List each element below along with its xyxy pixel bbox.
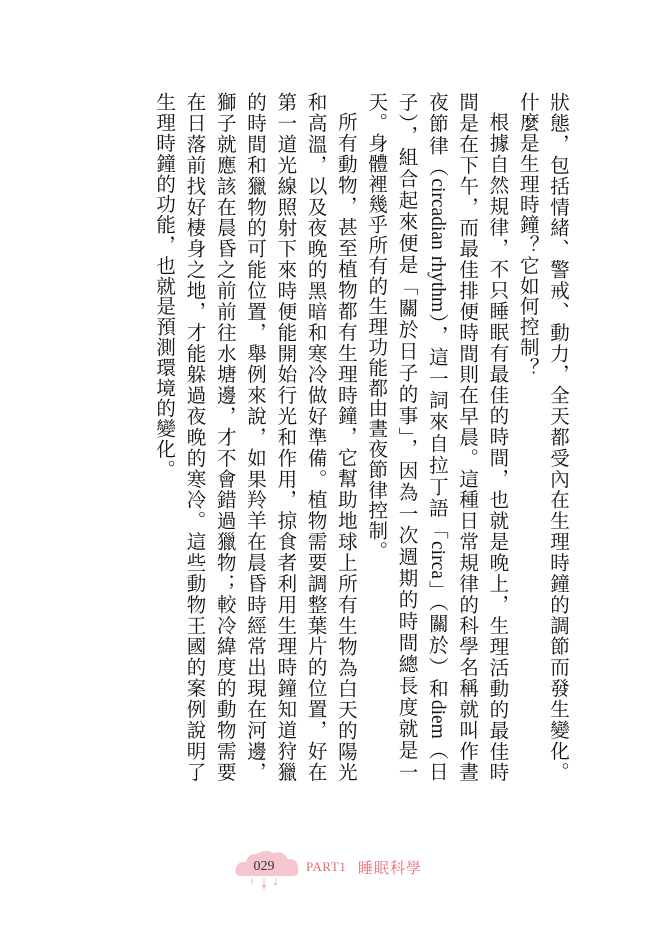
text-run: ），這一詞來自拉丁語「 bbox=[425, 312, 449, 541]
part-label: PART1 bbox=[306, 859, 347, 874]
text-run: 所有動物，甚至植物都有生理時鐘，它幫助地球上所有生物為白天的陽光和高溫，以及夜晚的黑暗和寒冷做好準備。植物需要調整葉片的位置，好在第一道光線照射下來時便能開始行光和作用，掠食者利用生理時鐘知道狩獵的時間和獵物的可能位置，舉例來說，如果羚羊在晨昏時經常出現在河邊，獅子就應該在晨昏之前前往水塘邊，才不會錯過獵物；較冷緯度的動物需要在日落前找好棲身之地，才能躲過夜晚的寒冷。這些動物王國的案例說明了生理時鐘的功能，也就是預測環境的變化。 bbox=[153, 92, 358, 782]
paragraph bbox=[361, 92, 512, 782]
text-run: 」（關於）和 bbox=[425, 578, 449, 700]
latin-term: diem bbox=[426, 699, 448, 739]
paragraph bbox=[149, 92, 361, 782]
latin-term: circadian rhythm bbox=[426, 178, 448, 313]
body-text bbox=[149, 92, 573, 782]
chapter-title: 睡眠科學 bbox=[358, 859, 423, 877]
page-number: 029 bbox=[253, 859, 275, 874]
latin-term: circa bbox=[426, 541, 448, 579]
text-run: 根據自然規律，不只睡眠有最佳的時間，也就是晚上，生理活動的最佳時間是在下午，而最佳排便時間則在早晨。這種日常規律的科學名稱就叫作晝夜節律（ bbox=[425, 92, 510, 782]
page-footer bbox=[0, 846, 663, 932]
paragraph bbox=[512, 92, 573, 782]
text-run: （日子），組合起來便是「關於日子的事」，因為一次週期的時間總長度就是一天。身體裡幾乎所有的生理功能都由晝夜節律控制。 bbox=[365, 92, 449, 782]
text-run: 狀態，包括情緒、警戒、動力，全天都受內在生理時鐘的調節而發生變化。什麼是生理時鐘？它如何控制？ bbox=[516, 92, 570, 782]
